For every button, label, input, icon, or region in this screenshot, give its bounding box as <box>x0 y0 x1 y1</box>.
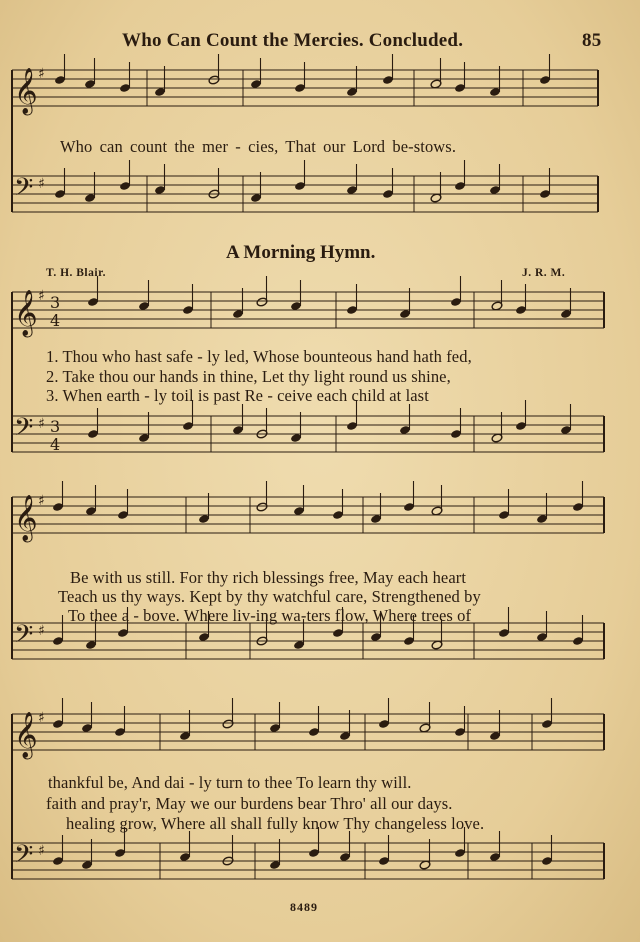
lyric-verse-2: faith and pray'r, May we our burdens bear Thro' all our days. <box>46 794 453 813</box>
sharp-icon: ♯ <box>38 176 45 192</box>
sharp-icon: ♯ <box>38 66 45 82</box>
treble-clef-icon: 𝄞 <box>14 712 38 758</box>
lyric-verse-1: 1. Thou who hast safe - ly led, Whose bounteous hand hath fed, <box>46 347 472 366</box>
lyric-verse-2: Teach us thy ways. Kept by thy watchful care, Strengthened by <box>58 587 481 606</box>
sharp-icon: ♯ <box>38 843 45 859</box>
bass-clef-icon: 𝄢 <box>14 840 34 875</box>
time-signature-icon: 3 <box>50 293 61 312</box>
running-header-title: Who Can Count the Mercies. Concluded. <box>122 30 464 51</box>
hymn-title: A Morning Hymn. <box>226 242 376 263</box>
author-credit: J. R. M. <box>522 267 566 279</box>
sharp-icon: ♯ <box>38 416 45 432</box>
lyric-line: Who can count the mer - cies, That our Lord be-stows. <box>60 137 457 156</box>
lyric-verse-2: 2. Take thou our hands in thine, Let thy light round us shine, <box>46 367 451 386</box>
lyric-verse-1: thankful be, And dai - ly turn to thee To learn thy will. <box>48 773 412 792</box>
time-signature-icon: 3 <box>50 417 61 436</box>
time-signature-icon: 4 <box>50 311 61 330</box>
composer-credit: T. H. Blair. <box>46 267 106 279</box>
bass-clef-icon: 𝄢 <box>14 620 34 655</box>
sharp-icon: ♯ <box>38 493 45 509</box>
lyric-verse-1: Be with us still. For thy rich blessings free, May each heart <box>70 568 467 587</box>
clefs-and-signatures <box>14 66 60 875</box>
lyric-verse-3: To thee a - bove. Where liv-ing wa-ters flow, Where trees of <box>68 606 472 625</box>
plate-number: 8489 <box>290 900 318 914</box>
staff-lines <box>12 70 604 879</box>
sharp-icon: ♯ <box>38 710 45 726</box>
lyric-verse-3: healing grow, Where all shall fully know Thy changeless love. <box>66 814 485 833</box>
lyric-verse-3: 3. When earth - ly toil is past Re - ceive each child at last <box>46 386 429 405</box>
treble-clef-icon: 𝄞 <box>14 68 38 114</box>
treble-clef-icon: 𝄞 <box>14 495 38 541</box>
bass-clef-icon: 𝄢 <box>14 173 34 208</box>
time-signature-icon: 4 <box>50 435 61 454</box>
treble-clef-icon: 𝄞 <box>14 290 38 336</box>
sharp-icon: ♯ <box>38 623 45 639</box>
page-number: 85 <box>582 30 602 51</box>
bass-clef-icon: 𝄢 <box>14 413 34 448</box>
sharp-icon: ♯ <box>38 288 45 304</box>
